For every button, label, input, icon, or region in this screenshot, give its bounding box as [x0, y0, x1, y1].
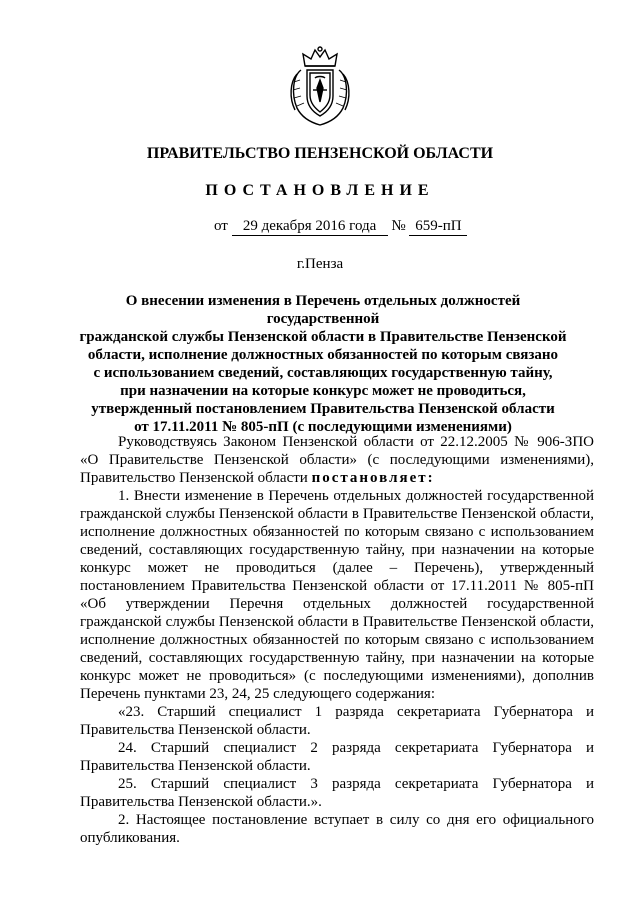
title-line: утвержденный постановлением Правительства Пензенской области: [91, 401, 555, 417]
document-number: 659-пП: [409, 218, 467, 236]
intro-paragraph: [80, 433, 594, 487]
title-line: области, исполнение должностных обязанностей по которым связано: [87, 347, 559, 363]
government-name: ПРАВИТЕЛЬСТВО ПЕНЗЕНСКОЙ ОБЛАСТИ: [146, 145, 494, 162]
document-body: [80, 433, 594, 847]
title-line: от 17.11.2011 № 805-пП (с последующими изменениями): [134, 419, 512, 435]
document-title: [70, 292, 576, 436]
city: г.Пенза: [296, 256, 344, 272]
date-number-line: [214, 218, 467, 236]
item-24: 24. Старший специалист 2 разряда секретариата Губернатора и Правительства Пензенской области.: [80, 740, 594, 774]
coat-of-arms-icon: [287, 46, 353, 128]
paragraph-1: 1. Внести изменение в Перечень отдельных должностей государственной гражданской службы Пензенской области в Правительстве Пензенской области, исполнение должностных обязанностей по которым связано с использованием сведений, составляющих государственную тайну, при назначении на которые конкурс может не проводиться (далее – Перечень), утвержденный постановлением Правительства Пензенской области от 17.11.2011 № 805-пП «Об утверждении Перечня отдельных должностей государственной гражданской службы Пензенской области в Правительстве Пензенской области, исполнение должностных обязанностей по которым связано с использованием сведений, составляющих государственную тайну, при назначении на которые конкурс может не проводиться» (с последующими изменениями), дополнив Перечень пунктами 23, 24, 25 следующего содержания:: [80, 488, 594, 702]
item-23: «23. Старший специалист 1 разряда секретариата Губернатора и Правительства Пензенской области.: [80, 704, 594, 738]
document-type: ПОСТАНОВЛЕНИЕ: [205, 182, 435, 199]
date-prefix: от: [214, 218, 228, 234]
paragraph-2: 2. Настоящее постановление вступает в силу со дня его официального опубликования.: [80, 812, 594, 846]
document-date: 29 декабря 2016 года: [232, 218, 388, 236]
title-line: с использованием сведений, составляющих государственную тайну,: [93, 365, 553, 381]
title-line: гражданской службы Пензенской области в Правительстве Пензенской: [79, 329, 567, 345]
number-prefix: №: [391, 218, 406, 234]
title-line: О внесении изменения в Перечень отдельных должностей государственной: [125, 293, 521, 327]
item-25: 25. Старший специалист 3 разряда секретариата Губернатора и Правительства Пензенской области.».: [80, 776, 594, 810]
resolve-word: постановляет:: [311, 470, 435, 486]
intro-text: Руководствуясь Законом Пензенской области от 22.12.2005 № 906-ЗПО «О Правительстве Пензенской области» (с последующими изменениями), Правительство Пензенской области: [80, 434, 594, 486]
title-line: при назначении на которые конкурс может не проводиться,: [120, 383, 526, 399]
